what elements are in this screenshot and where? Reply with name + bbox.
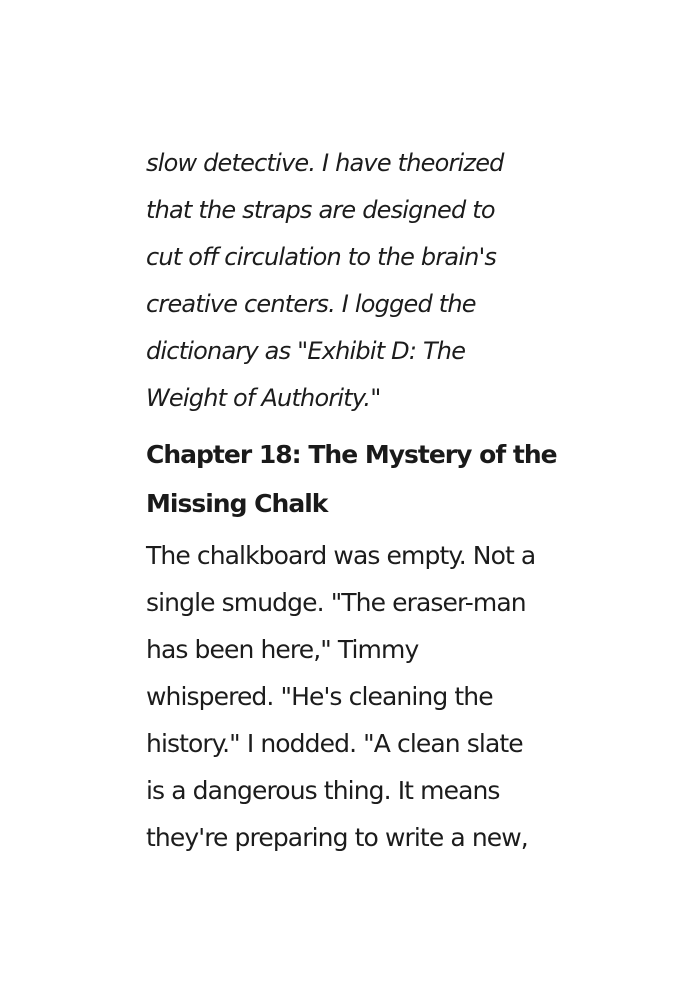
book-page <box>146 140 556 861</box>
italic-paragraph <box>146 140 556 422</box>
text-line: that the straps are designed to <box>146 196 495 224</box>
chapter-heading <box>146 430 556 528</box>
body-paragraph <box>146 532 556 861</box>
text-line: The chalkboard was empty. Not a <box>146 541 536 570</box>
text-line: Weight of Authority." <box>146 384 381 412</box>
text-line: whispered. "He's cleaning the <box>146 682 493 711</box>
text-line: is a dangerous thing. It means <box>146 776 500 805</box>
text-line: history." I nodded. "A clean slate <box>146 729 523 758</box>
text-line: they're preparing to write a new, <box>146 823 528 852</box>
heading-line: Missing Chalk <box>146 489 328 518</box>
heading-line: Chapter 18: The Mystery of the <box>146 440 557 469</box>
text-line: single smudge. "The eraser-man <box>146 588 526 617</box>
text-line: cut off circulation to the brain's <box>146 243 497 271</box>
text-line: slow detective. I have theorized <box>146 149 504 177</box>
text-line: dictionary as "Exhibit D: The <box>146 337 466 365</box>
text-line: has been here," Timmy <box>146 635 419 664</box>
text-line: creative centers. I logged the <box>146 290 476 318</box>
